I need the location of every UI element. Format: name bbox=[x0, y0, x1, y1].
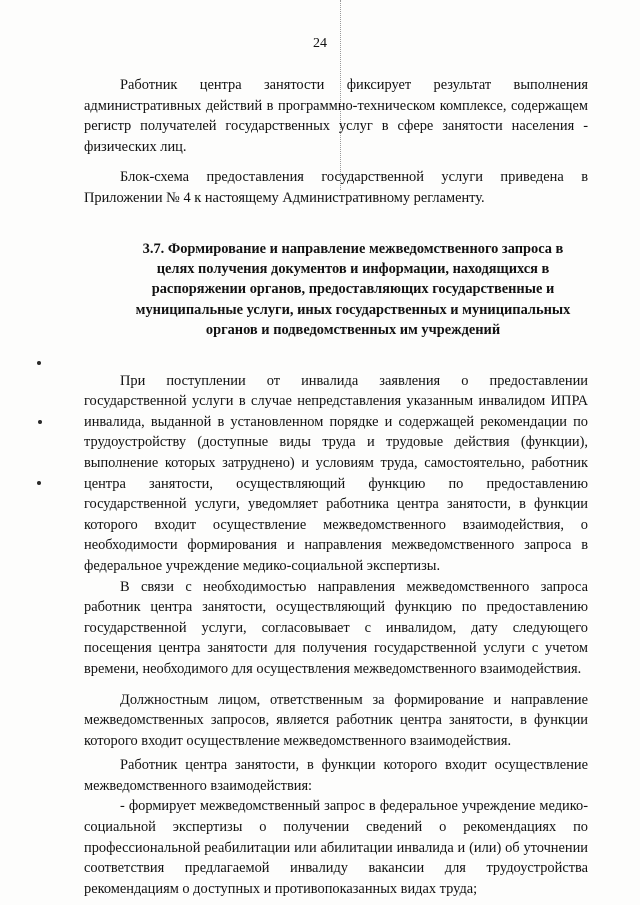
scan-speck bbox=[37, 481, 41, 485]
paragraph: Работник центра занятости, в функции которого входит осуществление межведомственного взаимодействия: bbox=[84, 757, 588, 794]
paragraph: В связи с необходимостью направления межведомственного запроса работник центра занятости, осуществляющий функцию по предоставлению государственной услуги, согласовывает с инвалидом, дату следующего посещения центра занятости для получения государственной услуги с учетом времени, необходимого для осуществления межведомственного взаимодействия. bbox=[84, 578, 588, 677]
section-heading: 3.7. Формирование и направление межведомственного запроса в целях получения документов и информации, находящихся в распоряжении органов, предоставляющих государственные и муниципальные услуги, иных государственных и муниципальных органов и подведомственных им учреждений bbox=[135, 240, 571, 339]
paragraph: Блок-схема предоставления государственной услуги приведена в Приложении № 4 к настоящему Административному регламенту. bbox=[84, 169, 588, 206]
paragraph: При поступлении от инвалида заявления о предоставлении государственной услуги в случае непредставления указанным инвалидом ИПРА инвалида, выданной в установленном порядке и содержащей рекомендации по трудоустройству (доступные виды труда и трудовые действия (функции), выполнение которых затруднено) и условиям труда, самостоятельно, работник центра занятости, осуществляющий функцию по предоставлению государственной услуги, уведомляет работника центра занятости, в функции которого входит осуществление межведомственного взаимодействия, о необходимости формирования и направления межведомственного запроса в федеральное учреждение медико-социальной экспертизы. bbox=[84, 372, 588, 574]
paragraph: Работник центра занятости фиксирует результат выполнения административных действий в программно-техническом комплексе, содержащем регистр получателей государственных услуг в сфере занятости населения - физических лиц. bbox=[84, 77, 588, 155]
document-body bbox=[84, 75, 588, 899]
scan-speck bbox=[37, 361, 41, 365]
list-item: - формирует межведомственный запрос в федеральное учреждение медико-социальной экспертизы о получении сведений о рекомендациях по профессиональной реабилитации или абилитации инвалида и (или) об уточнении соответствия предлагаемой инвалиду вакансии для трудоустройства рекомендациям о доступных и противопоказанных видах труда; bbox=[84, 798, 588, 897]
scan-speck bbox=[38, 420, 42, 424]
page-number: 24 bbox=[313, 36, 327, 51]
paragraph: Должностным лицом, ответственным за формирование и направление межведомственных запросов, является работник центра занятости, в функции которого входит осуществление межведомственного взаимодействия. bbox=[84, 691, 588, 749]
